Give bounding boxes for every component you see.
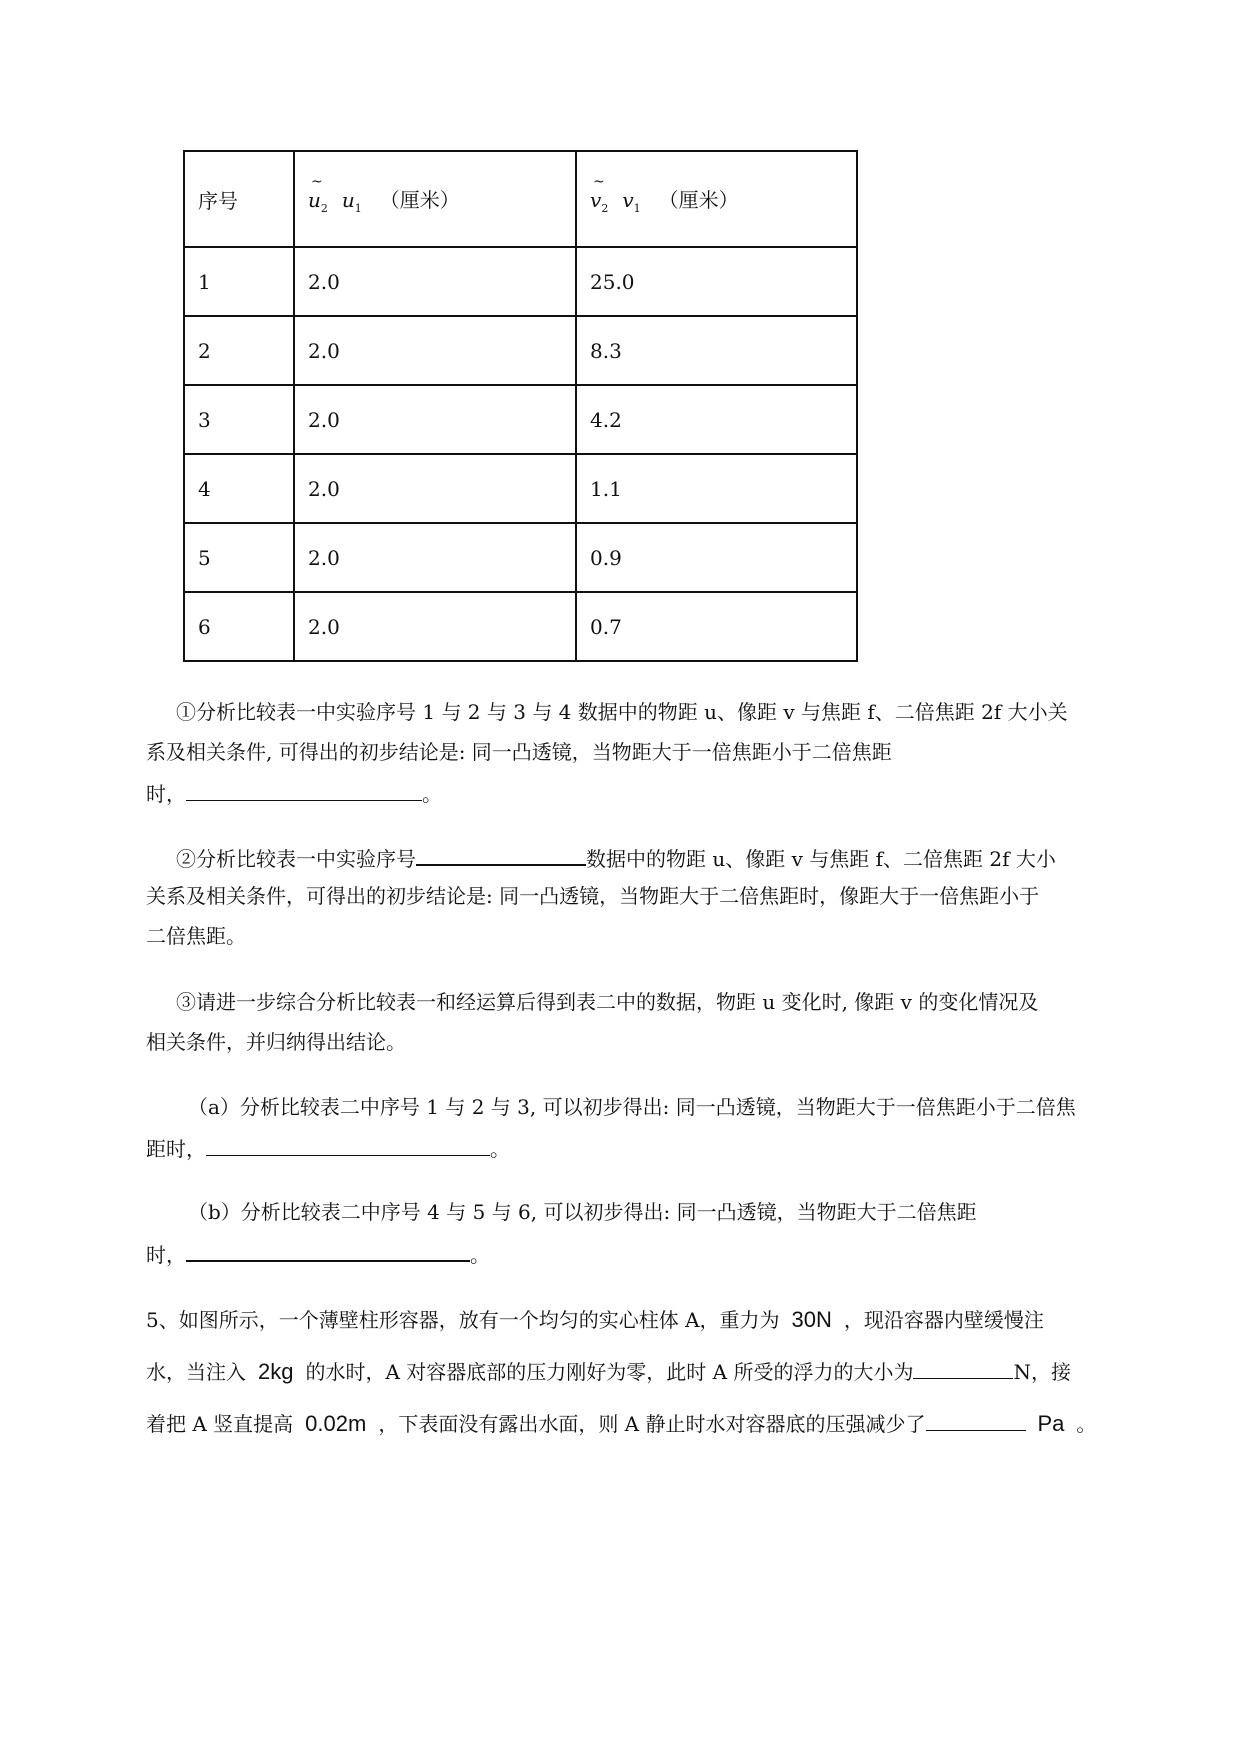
question-3b	[146, 1192, 1156, 1272]
cell-u: 2.0	[294, 385, 576, 454]
question-1-line-2: 系及相关条件, 可得出的初步结论是: 同一凸透镜，当物距大于一倍焦距小于二倍焦距	[146, 740, 892, 764]
table-row	[184, 316, 857, 385]
table-row	[184, 592, 857, 661]
answer-blank-2[interactable]	[416, 836, 586, 866]
table-row	[184, 523, 857, 592]
question-2-line-2: 关系及相关条件，可得出的初步结论是: 同一凸透镜，当物距大于二倍焦距时，像距大于一倍焦距小于	[146, 884, 1040, 908]
cell-v: 25.0	[576, 247, 857, 316]
data-table	[183, 150, 858, 662]
cell-u: 2.0	[294, 316, 576, 385]
question-5	[146, 1294, 1156, 1450]
question-3a-line-1: （a）分析比较表二中序号 1 与 2 与 3, 可以初步得出: 同一凸透镜，当物距大于一倍焦距小于二倍焦	[188, 1095, 1076, 1119]
question-3	[146, 982, 1156, 1062]
question-3b-line-1: （b）分析比较表二中序号 4 与 5 与 6, 可以初步得出: 同一凸透镜，当物距大于二倍焦距	[188, 1200, 977, 1224]
header-index: 序号	[184, 151, 294, 247]
weight-value: 30N	[791, 1307, 832, 1332]
cell-index: 3	[184, 385, 294, 454]
question-1-line-3: 时， 。	[146, 772, 1156, 812]
height-value: 0.02m	[305, 1411, 367, 1436]
table-row	[184, 385, 857, 454]
cell-v: 0.7	[576, 592, 857, 661]
v-unit: （厘米）	[658, 187, 739, 212]
cell-u: 2.0	[294, 454, 576, 523]
answer-blank-a[interactable]	[206, 1127, 490, 1156]
cell-u: 2.0	[294, 247, 576, 316]
table-header-row	[184, 151, 857, 247]
question-5-line-2: 水，当注入 2kg 的水时，A 对容器底部的压力刚好为零，此时 A 所受的浮力的大小为 N，接	[146, 1346, 1156, 1398]
question-3b-line-2: 时， 。	[146, 1232, 1156, 1272]
pressure-unit: Pa	[1037, 1411, 1065, 1436]
header-u-diff	[294, 151, 576, 247]
cell-u: 2.0	[294, 523, 576, 592]
table-row	[184, 454, 857, 523]
answer-blank-1[interactable]	[186, 772, 422, 801]
cell-v: 8.3	[576, 316, 857, 385]
answer-blank-pressure[interactable]	[926, 1402, 1026, 1431]
v1-symbol: $v_1$	[622, 187, 641, 215]
cell-v: 4.2	[576, 385, 857, 454]
question-2	[146, 836, 1156, 956]
question-5-line-1: 5、如图所示，一个薄壁柱形容器，放有一个均匀的实心柱体 A，重力为 30N ，现沿容器内壁缓慢注	[146, 1307, 1044, 1332]
question-2-line-1: ②分析比较表一中实验序号 数据中的物距 u、像距 v 与焦距 f、二倍焦距 2f 大小	[146, 836, 1156, 876]
header-v-diff	[576, 151, 857, 247]
question-1	[146, 692, 1156, 812]
cell-index: 1	[184, 247, 294, 316]
cell-v: 1.1	[576, 454, 857, 523]
question-3a-line-2: 距时， 。	[146, 1127, 1156, 1167]
answer-blank-b[interactable]	[186, 1232, 470, 1262]
v2-symbol: $v_2$ ~	[590, 173, 609, 215]
u-unit: （厘米）	[379, 187, 460, 212]
table-row	[184, 247, 857, 316]
cell-index: 4	[184, 454, 294, 523]
cell-index: 2	[184, 316, 294, 385]
cell-index: 5	[184, 523, 294, 592]
u2-symbol: $u_2$ ~	[308, 173, 328, 215]
cell-index: 6	[184, 592, 294, 661]
cell-u: 2.0	[294, 592, 576, 661]
question-3a	[146, 1087, 1156, 1167]
question-1-line-1: ①分析比较表一中实验序号 1 与 2 与 3 与 4 数据中的物距 u、像距 v 与焦距 f、二倍焦距 2f 大小关	[176, 700, 1068, 724]
question-3-line-2: 相关条件，并归纳得出结论。	[146, 1030, 406, 1054]
question-2-line-3: 二倍焦距。	[146, 924, 246, 948]
question-3-line-1: ③请进一步综合分析比较表一和经运算后得到表二中的数据，物距 u 变化时, 像距 v 的变化情况及	[176, 990, 1039, 1014]
u1-symbol: $u_1$	[341, 187, 362, 215]
question-5-line-3: 着把 A 竖直提高 0.02m ，下表面没有露出水面，则 A 静止时水对容器底的压强减少了 Pa 。	[146, 1398, 1156, 1450]
answer-blank-buoyancy[interactable]	[913, 1350, 1013, 1379]
mass-value: 2kg	[258, 1359, 294, 1384]
cell-v: 0.9	[576, 523, 857, 592]
